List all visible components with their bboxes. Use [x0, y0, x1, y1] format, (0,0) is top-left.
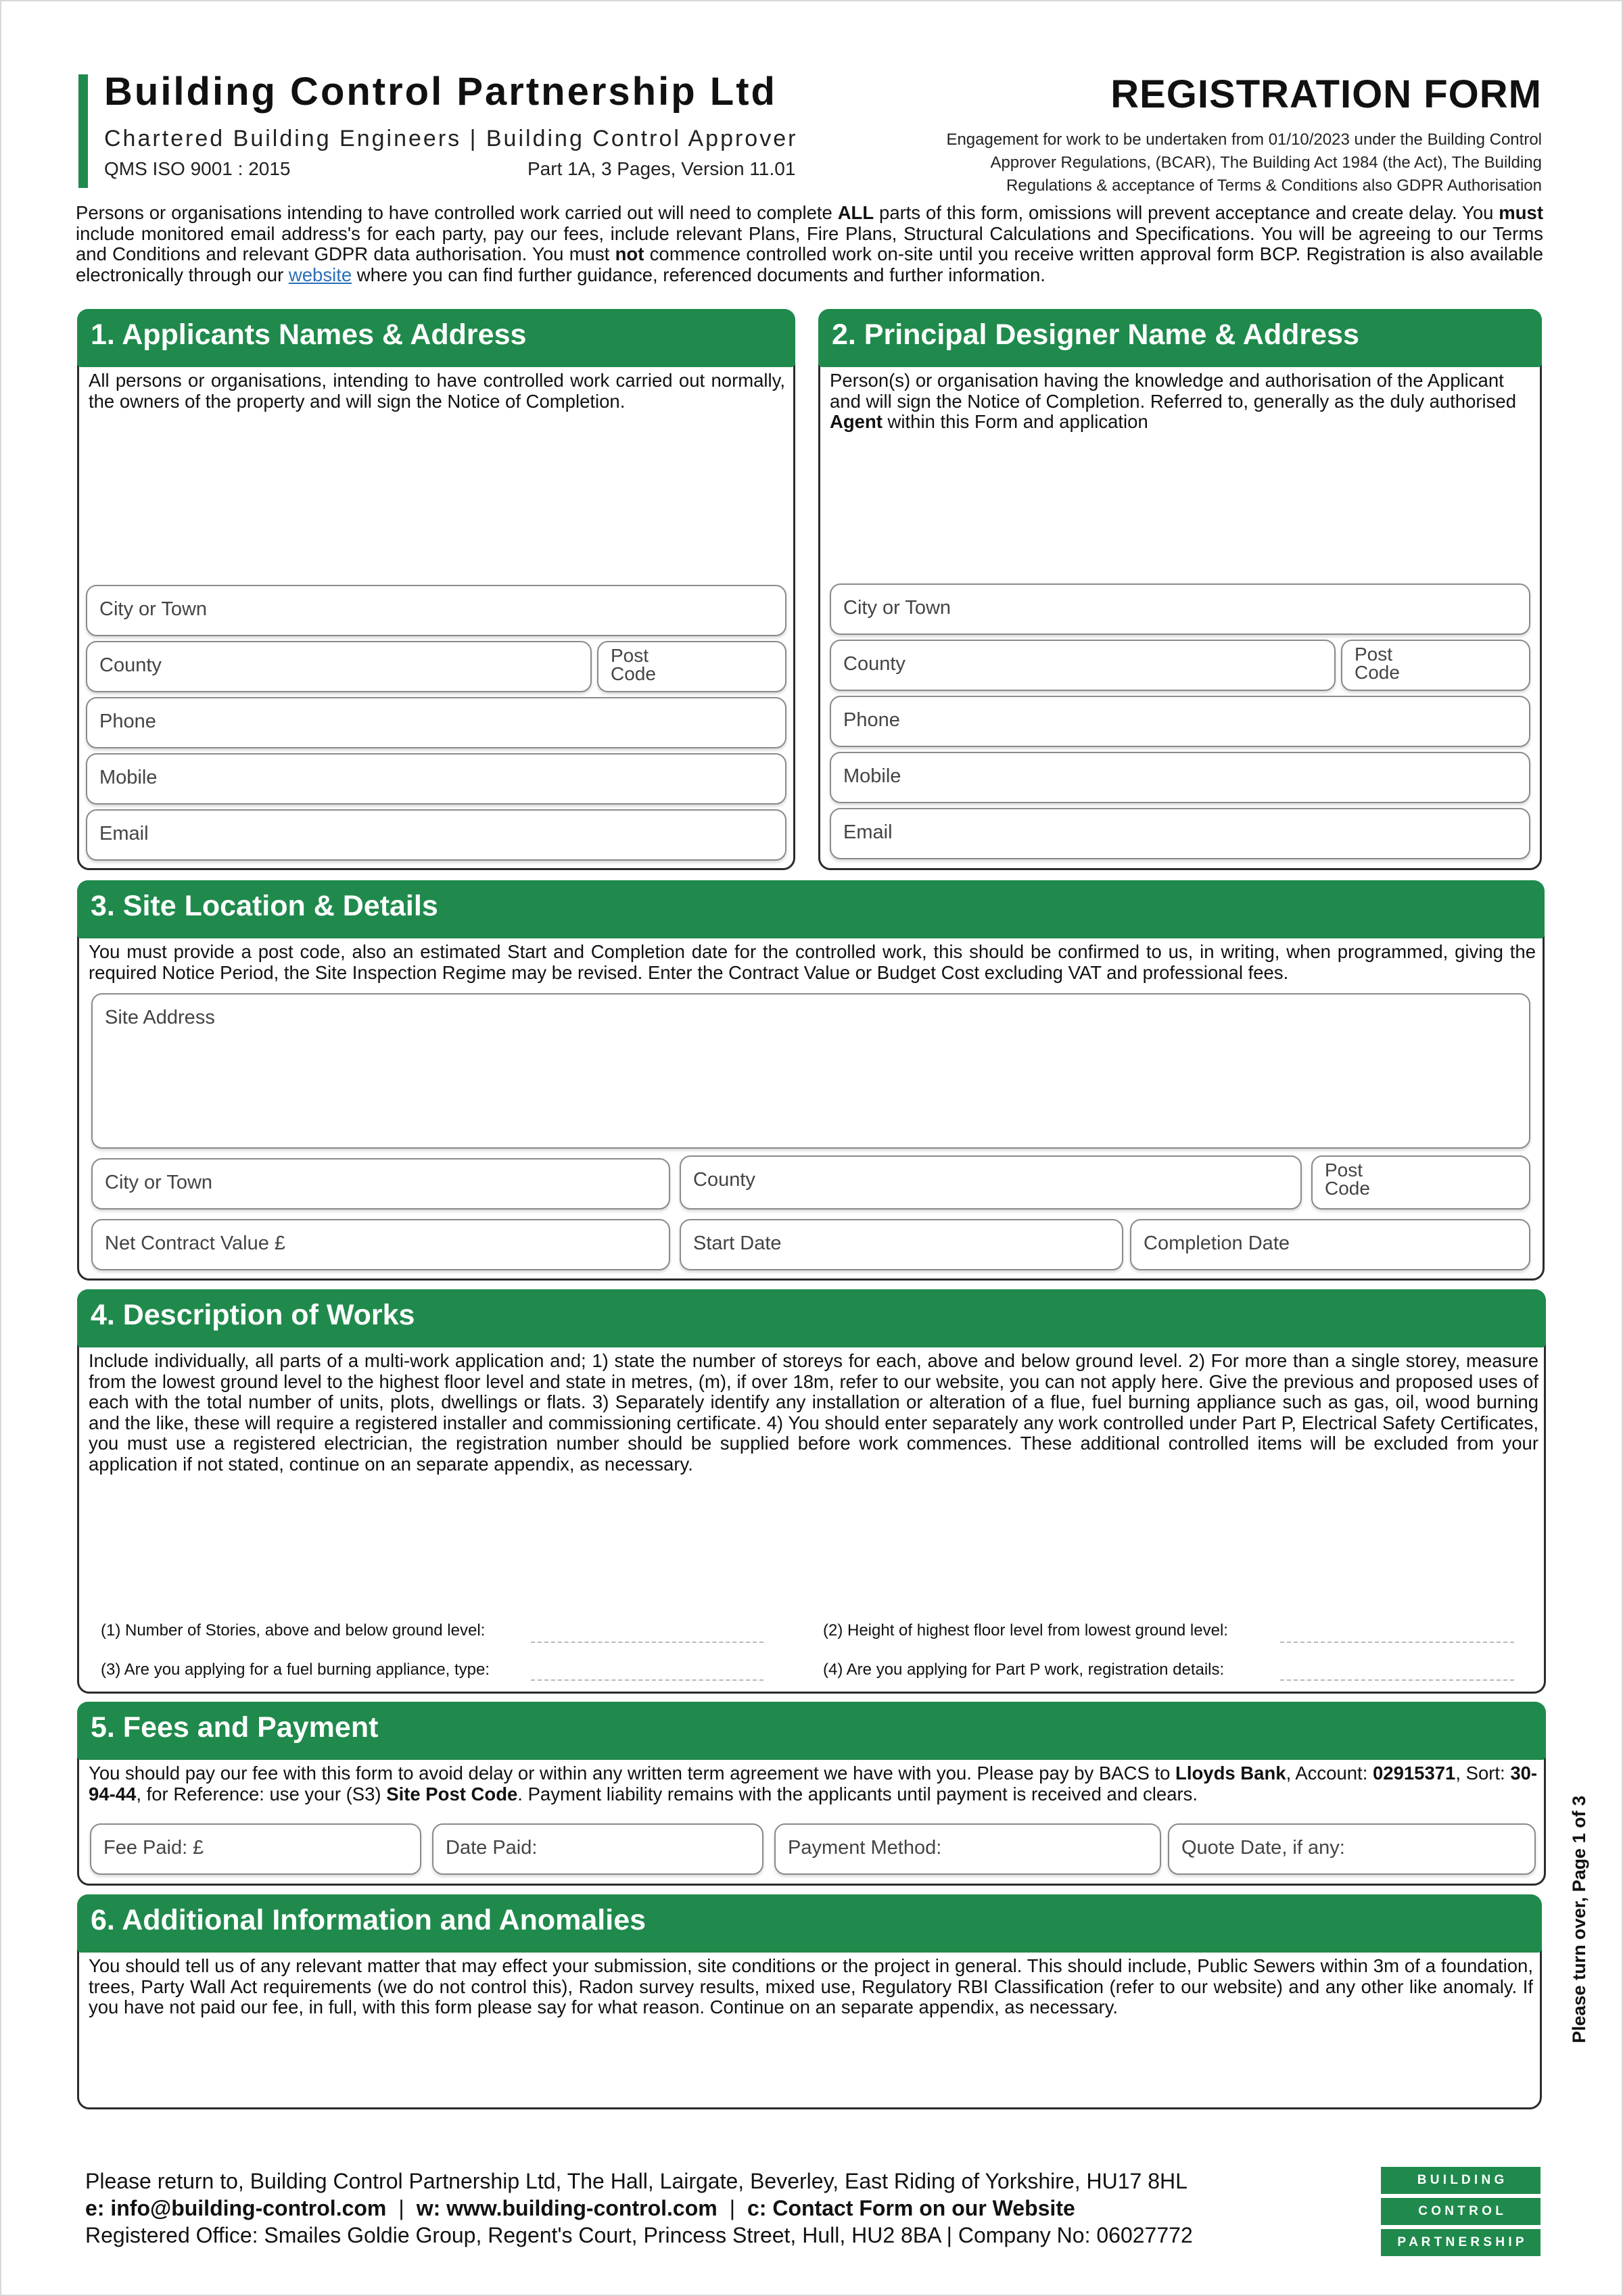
- field-label: County: [693, 1169, 755, 1191]
- field-label: City or Town: [105, 1172, 213, 1193]
- intro-paragraph: [76, 203, 1543, 285]
- section-fees-payment: [77, 1702, 1546, 1886]
- field-label: City or Town: [99, 598, 208, 620]
- field-label: County: [99, 654, 162, 676]
- designer-phone-field[interactable]: [830, 696, 1530, 747]
- field-label: Email: [99, 823, 149, 844]
- start-date-field[interactable]: [680, 1219, 1123, 1270]
- page-turn-note: Please turn over, Page 1 of 3: [1569, 1795, 1589, 2043]
- answer-line[interactable]: [531, 1679, 763, 1681]
- registered-office: Registered Office: Smailes Goldie Group, Regent's Court, Princess Street, Hull, HU2 8BA | Company No: 06027772: [85, 2223, 1193, 2247]
- intro-text: where you can find further guidance, referenced documents and further information.: [352, 264, 1045, 285]
- field-label: Completion Date: [1144, 1233, 1290, 1254]
- field-label: Mobile: [99, 767, 158, 788]
- logo-line: B U I L D I N G: [1381, 2167, 1540, 2194]
- sort-code: 30-94-44: [89, 1763, 1538, 1804]
- form-title: REGISTRATION FORM: [1110, 72, 1542, 116]
- bcp-logo: [1381, 2167, 1540, 2260]
- field-label: Phone: [99, 711, 156, 732]
- designer-mobile-field[interactable]: [830, 752, 1530, 803]
- date-paid-field[interactable]: [432, 1823, 763, 1875]
- designer-email-field[interactable]: [830, 808, 1530, 859]
- section-title: 2. Principal Designer Name & Address: [818, 309, 1542, 367]
- designer-postcode-field[interactable]: [1341, 640, 1530, 691]
- company-name: Building Control Partnership Ltd: [104, 70, 777, 114]
- engagement-note-line: Approver Regulations, (BCAR), The Building Act 1984 (the Act), The Building: [990, 153, 1542, 172]
- applicant-postcode-field[interactable]: [597, 641, 786, 692]
- bank-name: Lloyds Bank: [1175, 1763, 1286, 1784]
- payment-method-field[interactable]: [774, 1823, 1161, 1875]
- contact-line: [85, 2196, 1075, 2221]
- logo-line: C O N T R O L: [1381, 2198, 1540, 2225]
- applicant-email-field[interactable]: [86, 809, 786, 861]
- site-county-field[interactable]: [680, 1155, 1302, 1210]
- separator: |: [729, 2196, 735, 2220]
- field-label: County: [843, 653, 905, 675]
- section-title: 3. Site Location & Details: [77, 880, 1545, 938]
- section-description-of-works: [77, 1289, 1546, 1694]
- field-label: Post Code: [1355, 644, 1400, 683]
- return-address: Please return to, Building Control Partnership Ltd, The Hall, Lairgate, Beverley, East Riding of Yorkshire, HU17 8HL: [85, 2169, 1187, 2193]
- engagement-note-line: Regulations & acceptance of Terms & Conditions also GDPR Authorisation: [1006, 176, 1542, 195]
- web-link[interactable]: w: www.building-control.com: [416, 2196, 718, 2220]
- answer-line[interactable]: [1280, 1679, 1514, 1681]
- question-number-of-stories: (1) Number of Stories, above and below ground level:: [101, 1621, 486, 1640]
- section-site-location: [77, 880, 1545, 1281]
- section-description: You must provide a post code, also an estimated Start and Completion date for the controlled work, this should be confirmed to us, in writing, when programmed, giving the required Notice Period, the Site Inspection Regime may be revised. Enter the Contract Value or Budget Cost excluding VAT and professional fees.: [89, 941, 1536, 983]
- intro-text: parts of this form, omissions will prevent acceptance and create delay. You: [874, 202, 1499, 223]
- field-label: Site Address: [105, 1007, 215, 1028]
- applicant-mobile-field[interactable]: [86, 753, 786, 805]
- separator: |: [398, 2196, 404, 2220]
- field-label: Date Paid:: [446, 1837, 538, 1859]
- field-label: Quote Date, if any:: [1181, 1837, 1345, 1859]
- email-link[interactable]: e: info@building-control.com: [85, 2196, 387, 2220]
- completion-date-field[interactable]: [1130, 1219, 1530, 1270]
- section-description: You should tell us of any relevant matter that may effect your submission, site conditions or the project in general. This should include, Public Sewers within 3m of a foundation, trees, Party Wall Act requirements (we do not control this), Radon survey results, mixed use, Regulatory RBI Classification (refer to our website) and any other like anomaly. If you have not paid our fee, in full, with this form please say for what reason. Continue on an separate appendix, as necessary.: [89, 1955, 1533, 2017]
- field-label: Post Code: [1325, 1159, 1370, 1199]
- field-label: Start Date: [693, 1233, 782, 1254]
- field-label: Mobile: [843, 765, 901, 787]
- field-label: City or Town: [843, 597, 951, 619]
- intro-bold: ALL: [837, 202, 874, 223]
- form-part-label: Part 1A, 3 Pages, Version 11.01: [527, 158, 796, 179]
- quote-date-field[interactable]: [1168, 1823, 1536, 1875]
- desc-text: , for Reference: use your (S3): [136, 1783, 387, 1804]
- company-subtitle: Chartered Building Engineers | Building Control Approver: [104, 126, 798, 151]
- engagement-note-line: Engagement for work to be undertaken from 01/10/2023 under the Building Control: [946, 130, 1542, 149]
- desc-text: within this Form and application: [882, 411, 1148, 432]
- section-description: All persons or organisations, intending to have controlled work carried out normally, the owners of the property and will sign the Notice of Completion.: [89, 370, 785, 412]
- desc-text: . Payment liability remains with the applicants until payment is received and clears.: [517, 1783, 1198, 1804]
- section-description: Include individually, all parts of a multi-work application and; 1) state the number of storeys for each, above and below ground level. 2) For more than a single storey, measure from the lowest ground level to the highest floor level and state in metres, (m), if over 18m, refer to our website, you can not apply here. Give the previous and proposed uses of each with the total number of units, plots, dwellings or flats. 3) Separately identify any installation or alteration of a flue, fuel burning appliance such as gas, oil, wood burning and the like, these will require a registered installer and commissioning certificate. 4) You should enter separately any work controlled under Part P, Electrical Safety Certificates, you must use a registered electrician, the registration number should be supplied before work commences. These additional controlled items will be excluded from your application if not stated, continue on an separate appendix, as necessary.: [89, 1350, 1538, 1475]
- answer-line[interactable]: [1280, 1642, 1514, 1643]
- site-address-field[interactable]: [91, 993, 1530, 1149]
- desc-text: You should pay our fee with this form to avoid delay or within any written term agreement we have with you. Please pay by BACS to: [89, 1763, 1176, 1784]
- section-applicants: [77, 309, 795, 870]
- net-contract-value-field[interactable]: [91, 1219, 670, 1270]
- applicant-phone-field[interactable]: [86, 697, 786, 748]
- question-part-p: (4) Are you applying for Part P work, registration details:: [823, 1660, 1225, 1679]
- designer-city-field[interactable]: [830, 583, 1530, 635]
- question-fuel-appliance: (3) Are you applying for a fuel burning appliance, type:: [101, 1660, 490, 1679]
- qms-label: QMS ISO 9001 : 2015: [104, 158, 291, 179]
- logo-line: P A R T N E R S H I P: [1381, 2229, 1540, 2256]
- section-title: 5. Fees and Payment: [77, 1702, 1546, 1760]
- field-label: Phone: [843, 709, 900, 731]
- site-city-field[interactable]: [91, 1158, 670, 1210]
- desc-text: , Account:: [1286, 1763, 1373, 1784]
- applicant-county-field[interactable]: [86, 641, 592, 692]
- contact-form-link[interactable]: c: Contact Form on our Website: [747, 2196, 1075, 2220]
- field-label: Fee Paid: £: [103, 1837, 204, 1859]
- field-label: Net Contract Value £: [105, 1233, 286, 1254]
- desc-text: Person(s) or organisation having the knowledge and authorisation of the Applicant and will sign the Notice of Completion. Referred to, generally as the duly authorised: [830, 370, 1517, 412]
- intro-text: commence controlled work on-site until you receive written approval form BCP. Registration is also available electronically through our: [76, 243, 1543, 285]
- section-title: 6. Additional Information and Anomalies: [77, 1894, 1542, 1953]
- desc-bold: Agent: [830, 411, 883, 432]
- section-title: 1. Applicants Names & Address: [77, 309, 795, 367]
- account-number: 02915371: [1372, 1763, 1456, 1784]
- payment-reference: Site Post Code: [386, 1783, 518, 1804]
- intro-bold: not: [615, 243, 644, 264]
- intro-text: include monitored email address's for each party, pay our fees, include relevant Plans, Fire Plans, Structural Calculations and Specifications. You will be agreeing to our Terms and Conditions and relevant GDPR data authorisation. You must: [76, 222, 1543, 264]
- section-description: [89, 1763, 1538, 1804]
- site-postcode-field[interactable]: [1311, 1155, 1530, 1210]
- intro-text: Persons or organisations intending to have controlled work carried out will need to complete: [76, 202, 838, 223]
- intro-bold: must: [1499, 202, 1543, 223]
- field-label: Email: [843, 821, 893, 843]
- section-title: 4. Description of Works: [77, 1289, 1546, 1347]
- section-additional-info[interactable]: [77, 1894, 1542, 2109]
- section-principal-designer: [818, 309, 1542, 870]
- answer-line[interactable]: [531, 1642, 763, 1643]
- field-label: Payment Method:: [788, 1837, 942, 1859]
- desc-text: , Sort:: [1455, 1763, 1511, 1784]
- website-link[interactable]: website: [288, 264, 352, 285]
- engagement-note: [866, 128, 1542, 197]
- applicant-city-field[interactable]: [86, 585, 786, 636]
- field-label: Post Code: [611, 645, 656, 684]
- brand-accent-bar: [78, 74, 88, 188]
- question-floor-height: (2) Height of highest floor level from lowest ground level:: [823, 1621, 1228, 1640]
- section-description: [830, 370, 1533, 433]
- fee-paid-field[interactable]: [90, 1823, 421, 1875]
- designer-county-field[interactable]: [830, 640, 1336, 691]
